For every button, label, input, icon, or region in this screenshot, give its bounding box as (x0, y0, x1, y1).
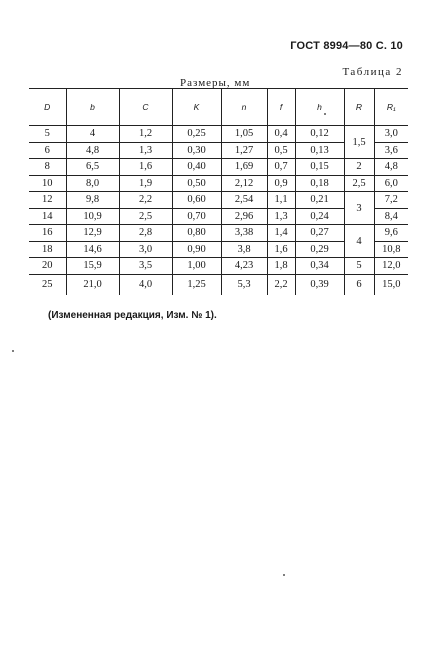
table-cell: 8 (29, 159, 66, 176)
table-cell: 3,8 (221, 241, 267, 258)
table-cell: 0,5 (267, 142, 295, 159)
table-cell: 0,12 (295, 126, 344, 143)
table-header-row (29, 89, 408, 126)
table-cell: 0,29 (295, 241, 344, 258)
table-number: Таблица 2 (342, 66, 403, 78)
table-cell: 1,3 (119, 142, 172, 159)
table-cell: 4,23 (221, 258, 267, 275)
table-cell: 0,24 (295, 208, 344, 225)
table-cell: 4,8 (374, 159, 408, 176)
table-cell: 16 (29, 225, 66, 242)
table-cell: 6,0 (374, 175, 408, 192)
table-cell: 0,9 (267, 175, 295, 192)
table-cell: 0,80 (172, 225, 221, 242)
table-cell: 1,27 (221, 142, 267, 159)
table-cell: 4 (66, 126, 119, 143)
table-cell: 21,0 (66, 274, 119, 295)
table-cell: 0,27 (295, 225, 344, 242)
table-cell-merged: 3 (344, 192, 374, 225)
table-cell: 12 (29, 192, 66, 209)
table-cell: 5 (344, 258, 374, 275)
table-cell: 0,4 (267, 126, 295, 143)
table-cell: 1,1 (267, 192, 295, 209)
table-cell: 2,2 (119, 192, 172, 209)
table-cell: 6 (29, 142, 66, 159)
table-caption: Размеры, мм (180, 77, 251, 89)
table-cell: 1,00 (172, 258, 221, 275)
table-cell: 2,2 (267, 274, 295, 295)
table-row (29, 258, 408, 275)
table-cell: 0,25 (172, 126, 221, 143)
table-cell: 1,6 (267, 241, 295, 258)
column-header-f: f (267, 89, 295, 126)
table-cell: 3,6 (374, 142, 408, 159)
scan-speck (283, 574, 285, 576)
table-cell: 10,8 (374, 241, 408, 258)
table-cell: 6,5 (66, 159, 119, 176)
table-cell: 2,5 (119, 208, 172, 225)
table-cell: 0,50 (172, 175, 221, 192)
table-cell: 0,60 (172, 192, 221, 209)
column-header-c: C (119, 89, 172, 126)
table-cell: 18 (29, 241, 66, 258)
table-cell: 25 (42, 279, 53, 290)
table-cell: 10,9 (66, 208, 119, 225)
table-cell: 15,0 (374, 274, 408, 295)
table-cell: 1,8 (267, 258, 295, 275)
table-cell-merged: 1,5 (344, 126, 374, 159)
scan-speck (12, 350, 14, 352)
table-cell: 12,0 (374, 258, 408, 275)
table-cell: 2,12 (221, 175, 267, 192)
column-header-r: R (344, 89, 374, 126)
table-cell: 0,30 (172, 142, 221, 159)
table-cell: 2,96 (221, 208, 267, 225)
table-cell: 5,3 (221, 274, 267, 295)
table-row (29, 126, 408, 143)
column-header-d: D (29, 89, 66, 126)
table-cell: 1,05 (221, 126, 267, 143)
table-cell: 14 (29, 208, 66, 225)
table-cell: 0,90 (172, 241, 221, 258)
revision-note: (Измененная редакция, Изм. № 1). (48, 310, 217, 321)
table-cell: 7,2 (374, 192, 408, 209)
table-cell: 0,70 (172, 208, 221, 225)
table-cell: 1,2 (119, 126, 172, 143)
column-header-k: K (172, 89, 221, 126)
table-cell: 1,3 (267, 208, 295, 225)
table-cell: 4,0 (119, 274, 172, 295)
table-cell: 0,21 (295, 192, 344, 209)
table-row (29, 159, 408, 176)
table-cell: 9,6 (374, 225, 408, 242)
table-cell: 1,9 (119, 175, 172, 192)
table-row (29, 274, 408, 295)
table-cell: 0,18 (295, 175, 344, 192)
table-cell: 15,9 (66, 258, 119, 275)
table-cell: 0,39 (295, 274, 344, 295)
table-cell: 1,4 (267, 225, 295, 242)
table-row (29, 192, 408, 209)
table-cell: 2,54 (221, 192, 267, 209)
column-header-b: b (66, 89, 119, 126)
column-header-h: h (295, 89, 344, 126)
standard-header: ГОСТ 8994—80 С. 10 (290, 40, 403, 52)
table-cell: 2 (344, 159, 374, 176)
table-cell: 0,13 (295, 142, 344, 159)
table-cell: 0,7 (267, 159, 295, 176)
table-cell: 14,6 (66, 241, 119, 258)
scan-speck (324, 113, 326, 115)
column-header-r1: R₁ (374, 89, 408, 126)
table-cell: 0,15 (295, 159, 344, 176)
dimensions-table (29, 88, 408, 295)
table-cell: 3,0 (119, 241, 172, 258)
table-cell: 0,34 (295, 258, 344, 275)
table-row (29, 175, 408, 192)
table-cell: 3,38 (221, 225, 267, 242)
table-cell: 10 (29, 175, 66, 192)
table-cell: 5 (29, 126, 66, 143)
column-header-n: n (221, 89, 267, 126)
table-cell: 1,25 (172, 274, 221, 295)
table-cell: 20 (29, 258, 66, 275)
table-row (29, 225, 408, 242)
table-cell: 3,5 (119, 258, 172, 275)
table-cell: 1,69 (221, 159, 267, 176)
table-cell: 12,9 (66, 225, 119, 242)
table-cell: 9,8 (66, 192, 119, 209)
table-cell: 8,0 (66, 175, 119, 192)
table-cell: 2,8 (119, 225, 172, 242)
table-cell: 2,5 (344, 175, 374, 192)
table-cell: 4,8 (66, 142, 119, 159)
table-cell: 6 (344, 274, 374, 295)
table-cell: 0,40 (172, 159, 221, 176)
table-cell: 8,4 (374, 208, 408, 225)
table-cell-merged: 4 (344, 225, 374, 258)
table-cell: 1,6 (119, 159, 172, 176)
table-cell: 3,0 (374, 126, 408, 143)
